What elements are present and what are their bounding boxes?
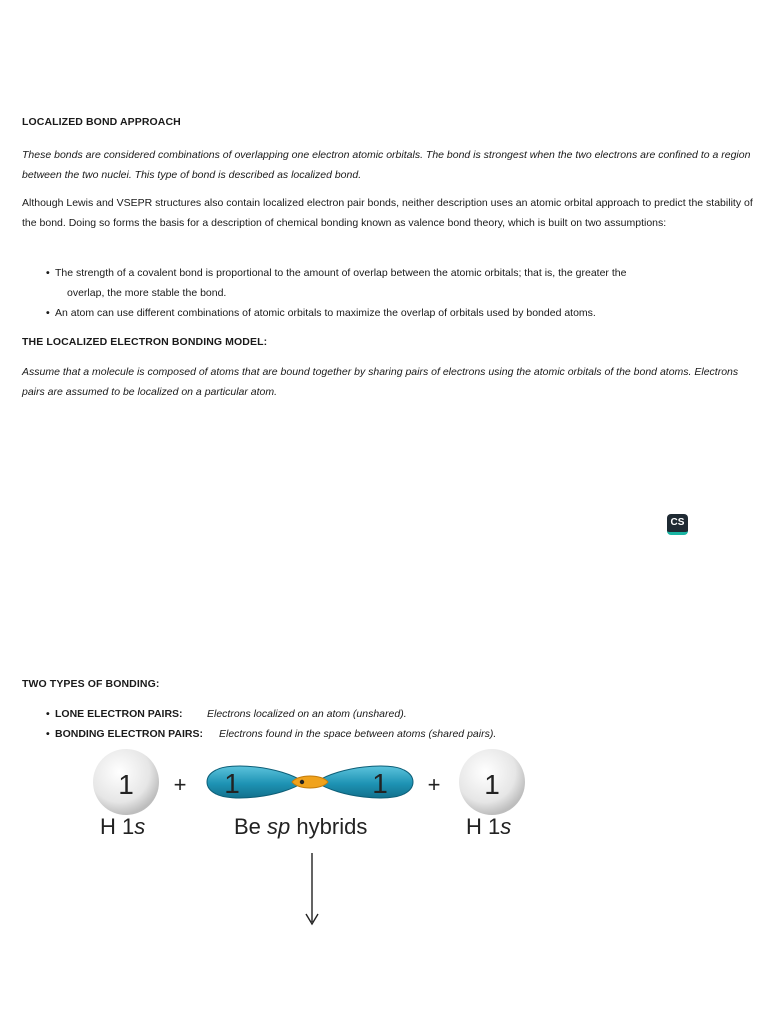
plus-sign-left: + [173,772,187,797]
bonding-types-heading: TWO TYPES OF BONDING: [22,678,160,690]
plus-sign-right: + [427,772,441,797]
h-left-electron-count: 1 [118,769,134,800]
valence-bond-paragraph: Although Lewis and VSEPR structures also contain localized electron pair bonds, neither description uses an atomic orbital approach to predict the stability of the bond. Doing so forms the basis for a description of chemical bonding known as valence bond theory, which is built on two assumptions: [22,197,753,229]
bonding-type-item-shared [46,724,496,744]
camscanner-logo-icon: CS [667,514,688,535]
bonding-type-item-lone [46,704,496,724]
bonding-type-definition: Electrons found in the space between atoms (shared pairs). [219,728,497,740]
bonding-type-term: LONE ELECTRON PAIRS: [55,708,183,720]
bonding-model-heading: THE LOCALIZED ELECTRON BONDING MODEL: [22,336,268,348]
h-right-electron-count: 1 [484,769,500,800]
h-left-label: H 1s [100,814,146,839]
assumption-item-2: • An atom can use different combinations of atomic orbitals to maximize the overlap of orbitals used by bonded atoms. [46,303,758,323]
orbital-diagram-svg [80,748,560,938]
bonding-type-term: BONDING ELECTRON PAIRS: [55,728,203,740]
be-sp-hybrids-label: Be sp hybrids [234,814,368,839]
bonding-type-definition: Electrons localized on an atom (unshared). [207,708,407,720]
bonding-model-paragraph: Assume that a molecule is composed of atoms that are bound together by sharing pairs of electrons using the atomic orbitals of the bond atoms. Electrons pairs are assumed to be localized on a particular atom. [22,366,739,398]
bonding-types-list [46,704,496,744]
be-sp-lobe-left [207,766,304,798]
orbital-overlap-diagram [80,748,560,938]
be-nucleus-dot [300,780,304,784]
assumption-item-1: • The strength of a covalent bond is proportional to the amount of overlap between the atomic orbitals; that is, the greater the overlap, the more stable the bond. [46,263,758,303]
localized-bond-intro: These bonds are considered combinations of overlapping one electron atomic orbitals. The bond is strongest when the two electrons are confined to a region between the two nuclei. This type of bond is described as localized bond. [22,149,751,181]
down-arrow-icon [306,853,318,924]
assumption-list [46,263,758,323]
be-left-electron-count: 1 [224,768,240,799]
be-right-electron-count: 1 [372,768,388,799]
be-sp-lobe-right [316,766,413,798]
h-right-label: H 1s [466,814,512,839]
be-core-small-lobes [292,776,328,788]
localized-bond-heading: LOCALIZED BOND APPROACH [22,116,181,128]
